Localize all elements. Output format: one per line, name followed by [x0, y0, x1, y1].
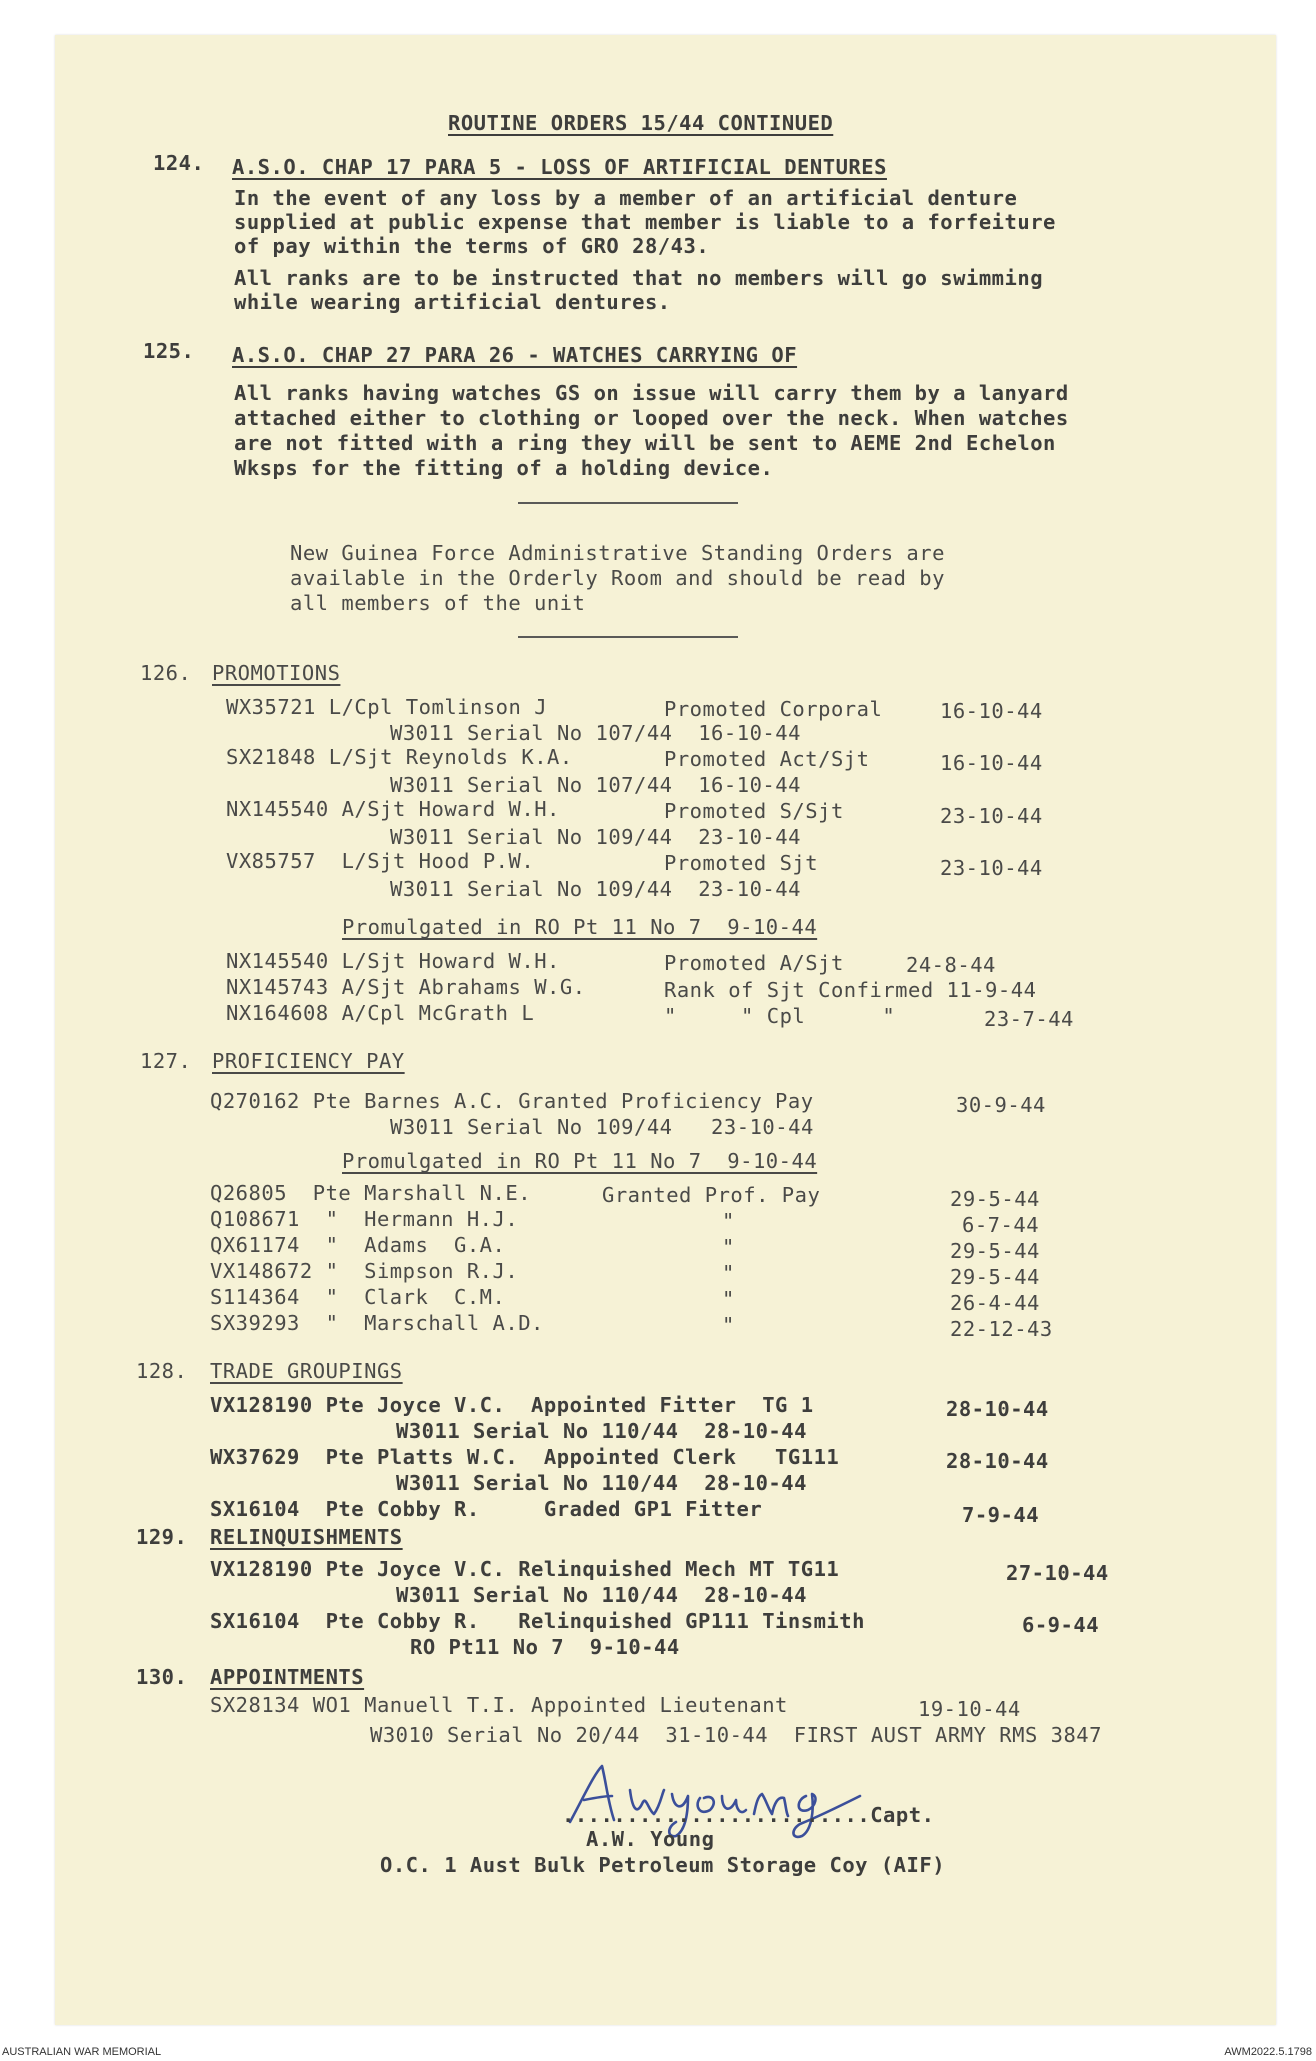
trade-row-date: 7-9-44 [962, 1503, 1040, 1527]
proficiency-row-action: " [722, 1287, 735, 1311]
section-124-line: of pay within the terms of GRO 28/43. [234, 234, 710, 258]
section-124-line: All ranks are to be instructed that no members will go swimming [234, 266, 1044, 290]
promotion-row-action: Promoted S/Sjt [664, 799, 844, 823]
section-124-line: supplied at public expense that member is liable to a forfeiture [234, 210, 1056, 234]
promotion-row-action: Promoted A/Sjt [664, 951, 844, 975]
section-129-number: 129. [136, 1525, 188, 1549]
promotion-row-date: 23-10-44 [940, 856, 1043, 880]
promotion-row-action: Promoted Act/Sjt [664, 747, 870, 771]
proficiency-row: VX148672 " Simpson R.J. [210, 1259, 519, 1283]
trade-row-date: 28-10-44 [946, 1449, 1049, 1473]
promotion-row-date: 16-10-44 [940, 699, 1043, 723]
proficiency-row-date: 29-5-44 [950, 1187, 1040, 1211]
section-124-line: In the event of any loss by a member of an artificial denture [234, 186, 1018, 210]
promotion-row-date: 23-10-44 [940, 804, 1043, 828]
proficiency-row-action: " [722, 1209, 735, 1233]
relinquishment-row-date: 6-9-44 [1022, 1613, 1100, 1637]
notice-line: available in the Orderly Room and should be read by [290, 566, 945, 590]
proficiency-row: Q270162 Pte Barnes A.C. Granted Proficiency Pay [210, 1089, 814, 1113]
promotion-row-action: Promoted Sjt [664, 851, 819, 875]
promotion-row-action: Promoted Corporal [664, 697, 883, 721]
promotion-row-ref: W3011 Serial No 109/44 23-10-44 [390, 825, 801, 849]
proficiency-row: Q26805 Pte Marshall N.E. [210, 1181, 532, 1205]
section-124-number: 124. [153, 151, 205, 175]
proficiency-row-action: " [722, 1261, 735, 1285]
section-126-title: PROMOTIONS [212, 661, 341, 685]
relinquishment-row-date: 27-10-44 [1006, 1561, 1109, 1585]
proficiency-row-date: 29-5-44 [950, 1239, 1040, 1263]
section-125-line: All ranks having watches GS on issue will carry them by a lanyard [234, 381, 1069, 405]
section-129-title: RELINQUISHMENTS [210, 1525, 403, 1549]
proficiency-row-date: 22-12-43 [950, 1317, 1053, 1341]
section-125-line: attached either to clothing or looped over the neck. When watches [234, 406, 1069, 430]
promotion-row: WX35721 L/Cpl Tomlinson J [226, 695, 548, 719]
relinquishment-row: VX128190 Pte Joyce V.C. Relinquished Mech MT TG11 [210, 1557, 840, 1581]
section-125-line: are not fitted with a ring they will be sent to AEME 2nd Echelon [234, 431, 1056, 455]
section-125-number: 125. [143, 339, 195, 363]
section-124-line: while wearing artificial dentures. [234, 290, 671, 314]
proficiency-row: S114364 " Clark C.M. [210, 1285, 506, 1309]
section-124-title: A.S.O. CHAP 17 PARA 5 - LOSS OF ARTIFICIAL DENTURES [232, 155, 887, 179]
promotion-row-date: 23-7-44 [984, 1007, 1074, 1031]
trade-row-ref: W3011 Serial No 110/44 28-10-44 [396, 1419, 807, 1443]
promotion-row: NX164608 A/Cpl McGrath L [226, 1001, 535, 1025]
appointment-row: SX28134 WO1 Manuell T.I. Appointed Lieutenant [210, 1693, 788, 1717]
proficiency-row-date: 30-9-44 [956, 1093, 1046, 1117]
footer-left: AUSTRALIAN WAR MEMORIAL [2, 2046, 162, 2058]
promotion-row: NX145540 L/Sjt Howard W.H. [226, 949, 560, 973]
promotion-row: NX145540 A/Sjt Howard W.H. [226, 797, 560, 821]
section-125-title: A.S.O. CHAP 27 PARA 26 - WATCHES CARRYING OF [232, 343, 798, 367]
section-127-title: PROFICIENCY PAY [212, 1049, 405, 1073]
proficiency-row-date: 26-4-44 [950, 1291, 1040, 1315]
divider [518, 502, 738, 504]
proficiency-row-action: " [722, 1235, 735, 1259]
section-128-title: TRADE GROUPINGS [210, 1359, 403, 1383]
notice-line: New Guinea Force Administrative Standing Orders are [290, 541, 945, 565]
section-126-number: 126. [140, 661, 192, 685]
promulgated-heading: Promulgated in RO Pt 11 No 7 9-10-44 [342, 1149, 818, 1173]
trade-row-date: 28-10-44 [946, 1397, 1049, 1421]
divider [518, 636, 738, 638]
proficiency-row: Q108671 " Hermann H.J. [210, 1207, 519, 1231]
section-130-number: 130. [136, 1665, 188, 1689]
promotion-row: VX85757 L/Sjt Hood P.W. [226, 849, 535, 873]
proficiency-row-ref: W3011 Serial No 109/44 23-10-44 [390, 1115, 814, 1139]
relinquishment-row: SX16104 Pte Cobby R. Relinquished GP111 Tinsmith [210, 1609, 865, 1633]
section-130-title: APPOINTMENTS [210, 1665, 365, 1689]
promotion-row-ref: W3011 Serial No 107/44 16-10-44 [390, 773, 801, 797]
promotion-row-date: 24-8-44 [906, 953, 996, 977]
trade-row: SX16104 Pte Cobby R. Graded GP1 Fitter [210, 1497, 763, 1521]
footer-right: AWM2022.5.1798 [1224, 2046, 1312, 2058]
proficiency-row-action: " [722, 1313, 735, 1337]
signatory-name: A.W. Young [586, 1827, 715, 1851]
page-header: ROUTINE ORDERS 15/44 CONTINUED [448, 111, 834, 135]
proficiency-row: QX61174 " Adams G.A. [210, 1233, 506, 1257]
appointment-row-ref: W3010 Serial No 20/44 31-10-44 FIRST AUST ARMY RMS 3847 [370, 1723, 1102, 1747]
promotion-row: SX21848 L/Sjt Reynolds K.A. [226, 745, 573, 769]
promotion-row-action: Rank of Sjt Confirmed 11-9-44 [664, 978, 1037, 1002]
promotion-row-ref: W3011 Serial No 109/44 23-10-44 [390, 877, 801, 901]
section-128-number: 128. [136, 1359, 188, 1383]
signature-dots: ........................Capt. [562, 1803, 935, 1827]
trade-row: VX128190 Pte Joyce V.C. Appointed Fitter TG 1 [210, 1393, 814, 1417]
proficiency-row-action: Granted Prof. Pay [602, 1183, 821, 1207]
notice-line: all members of the unit [290, 591, 586, 615]
relinquishment-row-ref: W3011 Serial No 110/44 28-10-44 [396, 1583, 807, 1607]
section-127-number: 127. [140, 1049, 192, 1073]
proficiency-row-date: 29-5-44 [950, 1265, 1040, 1289]
promotion-row: NX145743 A/Sjt Abrahams W.G. [226, 975, 586, 999]
signatory-title: O.C. 1 Aust Bulk Petroleum Storage Coy (AIF) [380, 1853, 946, 1877]
promotion-row-date: 16-10-44 [940, 751, 1043, 775]
promotion-row-ref: W3011 Serial No 107/44 16-10-44 [390, 721, 801, 745]
proficiency-row-date: 6-7-44 [962, 1213, 1040, 1237]
promotion-row-action: " " Cpl " [664, 1004, 896, 1028]
trade-row: WX37629 Pte Platts W.C. Appointed Clerk TG111 [210, 1445, 840, 1469]
appointment-row-date: 19-10-44 [918, 1697, 1021, 1721]
relinquishment-row-ref: RO Pt11 No 7 9-10-44 [410, 1635, 680, 1659]
promulgated-heading: Promulgated in RO Pt 11 No 7 9-10-44 [342, 915, 818, 939]
proficiency-row: SX39293 " Marschall A.D. [210, 1311, 544, 1335]
trade-row-ref: W3011 Serial No 110/44 28-10-44 [396, 1471, 807, 1495]
section-125-line: Wksps for the fitting of a holding device. [234, 456, 774, 480]
